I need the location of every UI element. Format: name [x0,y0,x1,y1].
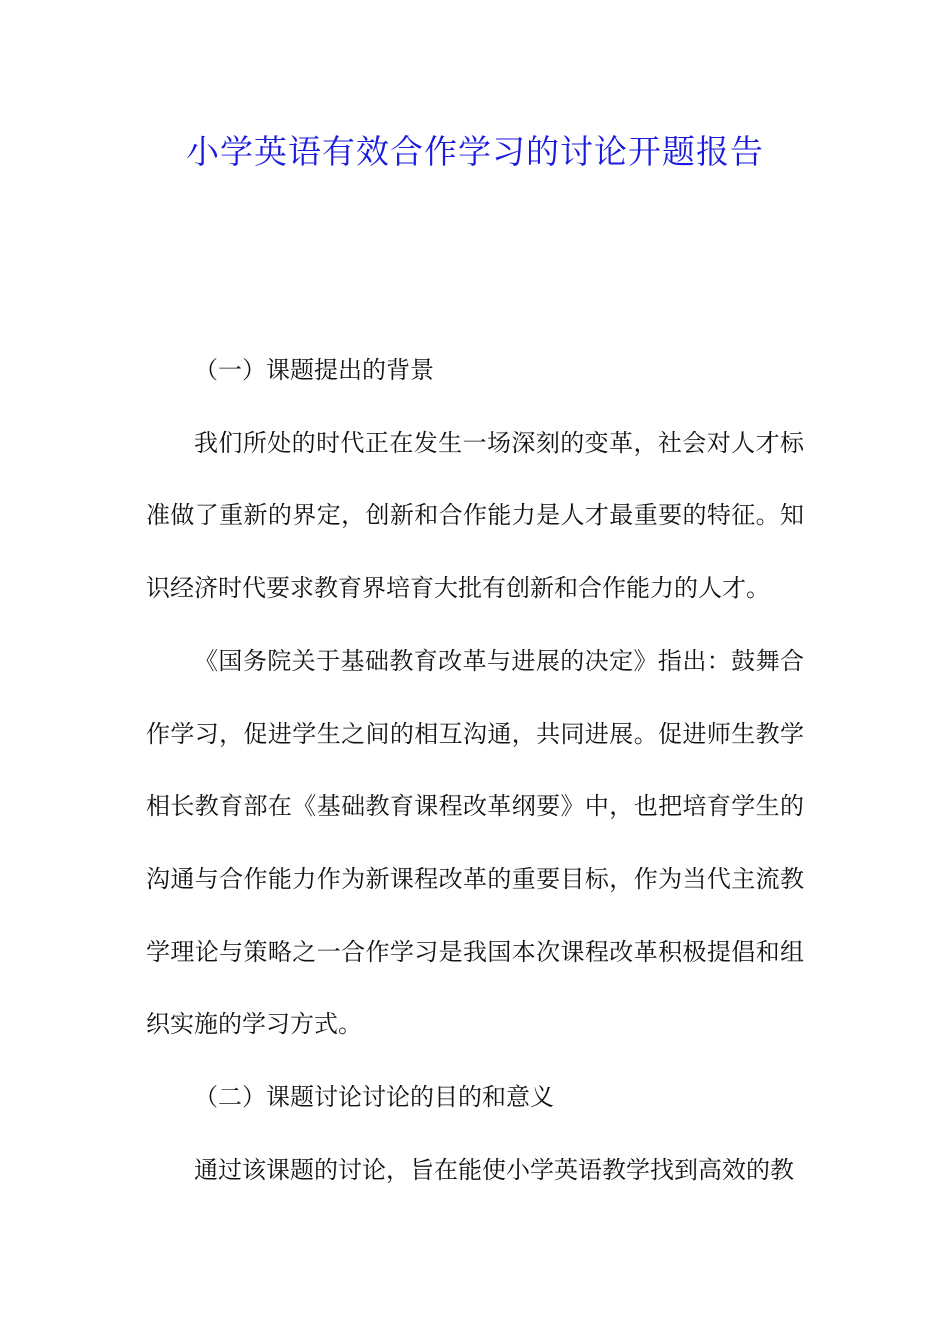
paragraph-era-change: 我们所处的时代正在发生一场深刻的变革，社会对人才标准做了重新的界定，创新和合作能力是人才最重要的特征。知识经济时代要求教育界培育大批有创新和合作能力的人才。 [146,428,804,603]
section-heading-purpose: （二）课题讨论讨论的目的和意义 [194,1083,554,1112]
paragraph-state-council-decision: 《国务院关于基础教育改革与进展的决定》指出：鼓舞合作学习，促进学生之间的相互沟通，共同进展。促进师生教学相长教育部在《基础教育课程改革纲要》中，也把培育学生的沟通与合作能力作为新课程改革的重要目标，作为当代主流教学理论与策略之一合作学习是我国本次课程改革积极提倡和组织实施的学习方式。 [146,646,804,1039]
paragraph-research-aim: 通过该课题的讨论，旨在能使小学英语教学找到高效的教 [194,1155,794,1184]
section-heading-background: （一）课题提出的背景 [194,356,434,384]
document-body [146,334,804,1206]
document-title: 小学英语有效合作学习的讨论开题报告 [186,132,764,171]
